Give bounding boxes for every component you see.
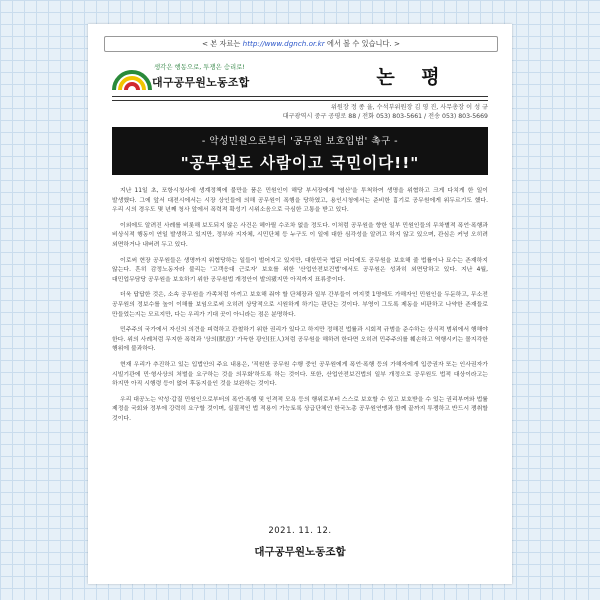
body-paragraph: 더욱 답답한 것은, 소속 공무원을 가족처럼 아끼고 보호해 줘야 할 단체장과 일부 간부들이 여지껏 1명에도 가해자인 민원인을 두둔하고, 무소전 공무원의 정보수를 높이 이해를 보임으로써 오히려 상당적으로 시원하게 하기는 판단는 것이다. 부영이 그도록 제동을 비판하고 나약한 존재들로 만들었는지는 모르지만, 다는 우리가 기대 곳이 아니라는 점은 분명하다. xyxy=(112,292,488,318)
union-motto: 생각은 행동으로, 투쟁은 승리로! xyxy=(154,63,245,71)
issue-date: 2021. 11. 12. xyxy=(268,526,332,536)
headline-subtitle: - 악성민원으로부터 '공무원 보호입법' 촉구 - xyxy=(201,136,399,147)
body-paragraph: 이외에도 알려진 사례를 비롯해 보도되지 않은 사건은 헤아릴 수조차 없을 정도다. 이처럼 공무원을 향한 일부 민원인들의 무차별적 폭언·폭행과 비상식적 행동이 연일 발생하고 있지만, 정부와 지자체, 시민단체 등 누구도 이 일에 대한 심각성을 알려고 하지 않고 있으며, 관심은 커녕 오히려 외면하거나 내버려 두고 있다. xyxy=(112,222,488,248)
body-paragraph: 이로써 현장 공무원들은 생명까지 위협당하는 일들이 벌어지고 있지만, 대한민국 법된 어디에도 공무원을 보호해 줄 법률이나 묘수는 존재하지 않는다. 흔히 감정노동자라 불리는 '고객응대 근로자' 보호를 위한 '산업안전보건법'에서도 공무원은 성과히 외면당하고 있다. 지난 4월, 대민업무담당 공무원을 보호하기 위한 공무원법 개정안이 발의됐지만 아직까지 표류중이다. xyxy=(112,257,488,283)
source-notice xyxy=(104,36,498,52)
document-type-title: 논 평 xyxy=(376,66,450,88)
headline-title: "공무원도 사람이고 국민이다!!" xyxy=(180,154,420,172)
notice-suffix: 에서 볼 수 있습니다. > xyxy=(327,39,400,48)
address-line: 대구광역시 중구 공평로 88 / 전화 053) 803-5661 / 전송 053) 803-5669 xyxy=(282,113,488,120)
officers-line: 위원장 정 종 율, 수석부위원장 김 영 진, 사무총장 이 성 규 xyxy=(330,104,488,111)
headline-banner xyxy=(112,127,488,175)
union-name: 대구공무원노동조합 xyxy=(152,76,250,89)
statement-body xyxy=(112,187,488,430)
notice-prefix: < 본 자료는 xyxy=(201,39,241,48)
body-paragraph: 현재 우리가 추진하고 있는 입법안의 주요 내용은, '직원한 공무원 수행 중인 공무원에게 폭언·폭행 등의 가해자에게 입증권자 또는 인사권자가 시빌기관에 민·형사상의 처벌을 요구하는 것을 의무화'하도록 하는 것이다. 또한, 산업안전보건법의 일부 개정으로 공무원도 법적 대상이라고는 하지만 아직 시행령 등이 없어 후동지을인 것을 보완하는 것이다. xyxy=(112,361,488,388)
body-paragraph: 우리 대공노는 악성·갑질 민원인으로부터의 폭언·폭행 및 인격적 모욕 등의 행위로부터 스스로 보호할 수 있고 보호받을 수 있는 권리부여와 법률 제정을 국회와 정부에 강력히 요구할 것이며, 실질적인 법 적용이 가능토록 상급단체인 한국노총 공무원연맹과 함께 끝까지 투쟁하고 반드시 쟁취할 것이다. xyxy=(112,396,488,422)
body-paragraph: 지난 11일 초, 포항시청사에 생계정책에 불만을 품은 민원인이 해당 부서장에게 '염산'을 투척하여 생명을 위협하고 크게 다치게 한 일이 발생했다. 그에 앞서 대전시에서는 시장 상인들에 의해 공무원이 폭행을 당하였고, 용인시청에서는 준비한 흉기로 공무원에게 위두르기도 했다. 우리 시의 경우도 몇 년째 청사 앞에서 폭력적 확성기 시위소음으로 극심한 고통을 받고 있다. xyxy=(112,188,488,214)
body-paragraph: 민주주의 국가에서 자신의 의견을 피력하고 관철하기 위한 권리가 있다고 하지만 정해진 법률과 시회적 규범을 준수하는 상식적 범위에서 행해야 한다. 위의 사례처럼 무지한 폭력과 '상의(獸意)' 가득한 광인(狂人)처럼 공무원을 해하려 한다면 오히려 민주주의를 훼손하고 역행시키는 몰지각한 행위에 불과하다. xyxy=(112,327,488,353)
source-url-link[interactable]: http://www.dgnch.or.kr xyxy=(242,39,325,48)
header-divider xyxy=(112,96,488,101)
press-release-page xyxy=(88,24,512,584)
signature-organization: 대구공무원노동조합 xyxy=(254,546,346,558)
contact-info xyxy=(112,103,488,121)
union-logo xyxy=(112,64,152,92)
